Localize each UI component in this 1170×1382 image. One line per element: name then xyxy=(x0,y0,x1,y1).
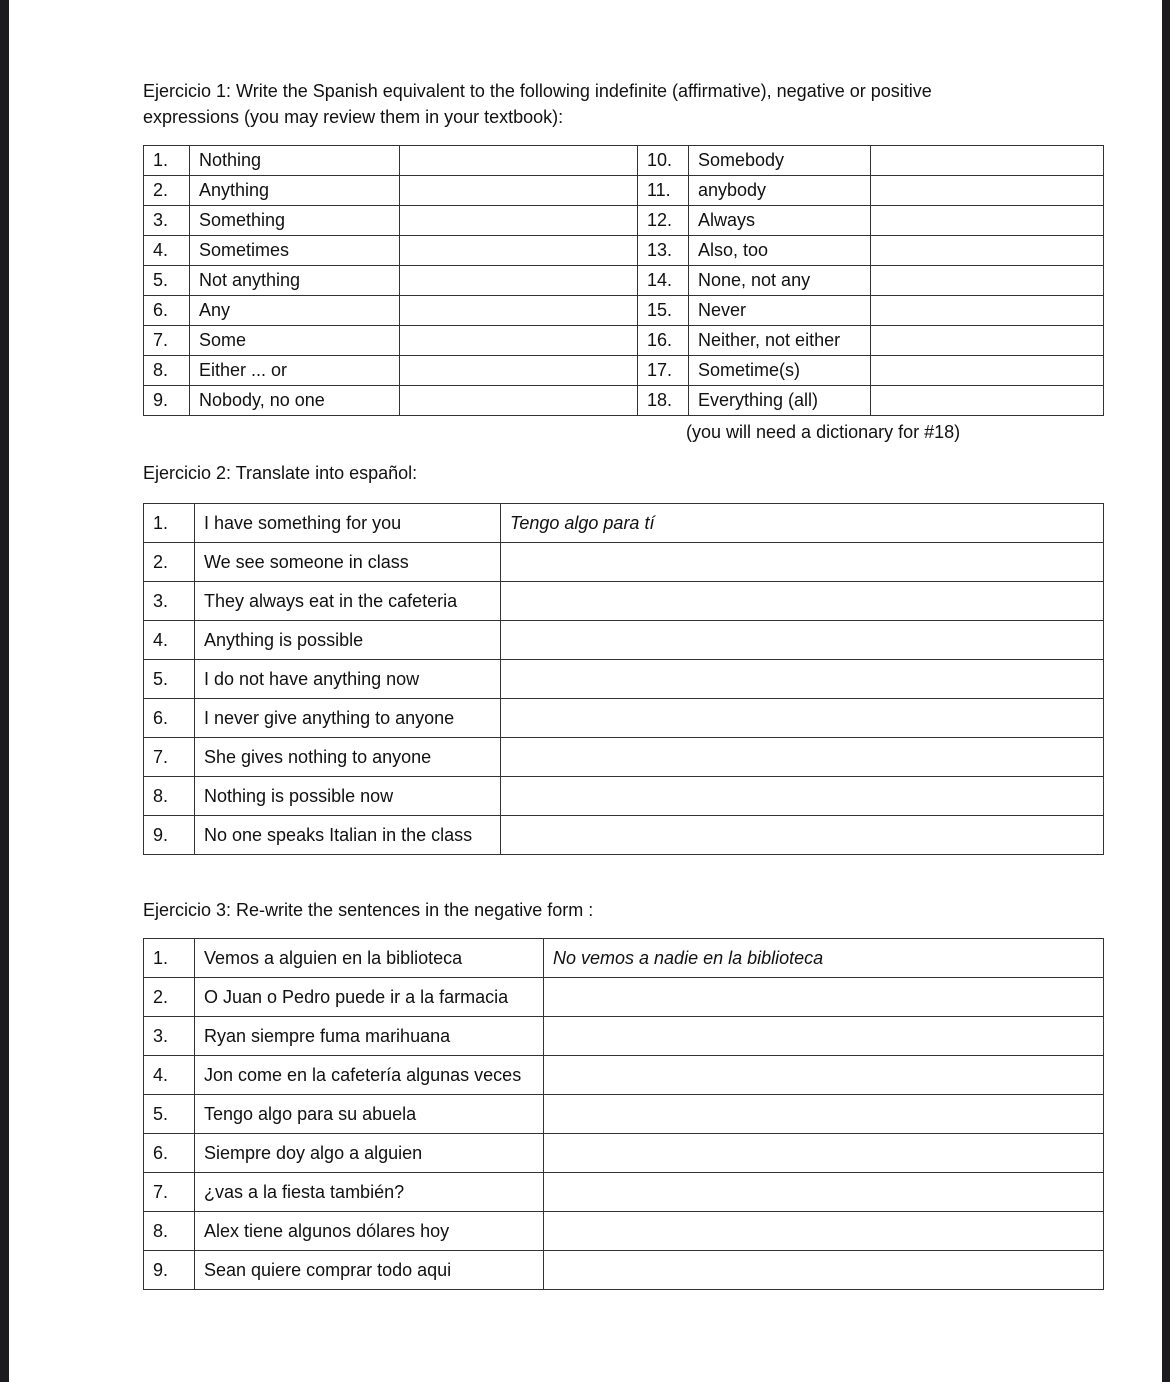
english-expression: Some xyxy=(190,326,400,356)
answer-cell[interactable] xyxy=(871,296,1104,326)
answer-cell[interactable] xyxy=(871,236,1104,266)
sentence-english: Nothing is possible now xyxy=(195,777,501,816)
negative-answer-cell[interactable] xyxy=(544,1095,1104,1134)
item-number: 1. xyxy=(144,939,195,978)
answer-cell[interactable] xyxy=(400,326,638,356)
item-number: 1. xyxy=(144,146,190,176)
negative-answer-cell[interactable] xyxy=(544,1212,1104,1251)
english-expression: anybody xyxy=(689,176,871,206)
sentence-english: No one speaks Italian in the class xyxy=(195,816,501,855)
translation-answer-cell[interactable] xyxy=(501,777,1104,816)
translation-answer-cell[interactable] xyxy=(501,621,1104,660)
sentence-spanish: Ryan siempre fuma marihuana xyxy=(195,1017,544,1056)
english-expression: None, not any xyxy=(689,266,871,296)
answer-cell[interactable] xyxy=(400,236,638,266)
table-row xyxy=(144,504,1104,543)
table-row xyxy=(144,206,1104,236)
item-number: 2. xyxy=(144,543,195,582)
translation-answer-cell[interactable] xyxy=(501,660,1104,699)
item-number: 11. xyxy=(638,176,689,206)
answer-cell[interactable] xyxy=(871,266,1104,296)
english-expression: Sometimes xyxy=(190,236,400,266)
item-number: 7. xyxy=(144,326,190,356)
exercise2-table xyxy=(143,503,1104,855)
english-expression: Not anything xyxy=(190,266,400,296)
item-number: 12. xyxy=(638,206,689,236)
sentence-english: We see someone in class xyxy=(195,543,501,582)
exercise1-instructions-line2: expressions (you may review them in your textbook): xyxy=(143,107,564,127)
table-row xyxy=(144,326,1104,356)
translation-answer-cell[interactable] xyxy=(501,582,1104,621)
answer-cell[interactable] xyxy=(871,206,1104,236)
item-number: 3. xyxy=(144,206,190,236)
english-expression: Never xyxy=(689,296,871,326)
table-row xyxy=(144,1095,1104,1134)
table-row xyxy=(144,621,1104,660)
english-expression: Neither, not either xyxy=(689,326,871,356)
table-row xyxy=(144,978,1104,1017)
item-number: 9. xyxy=(144,816,195,855)
answer-cell[interactable] xyxy=(871,176,1104,206)
english-expression: Also, too xyxy=(689,236,871,266)
table-row xyxy=(144,176,1104,206)
table-row xyxy=(144,1173,1104,1212)
english-expression: Any xyxy=(190,296,400,326)
table-row xyxy=(144,1134,1104,1173)
table-row xyxy=(144,582,1104,621)
sentence-spanish: Sean quiere comprar todo aqui xyxy=(195,1251,544,1290)
english-expression: Somebody xyxy=(689,146,871,176)
answer-cell[interactable] xyxy=(400,386,638,416)
exercise1-table xyxy=(143,145,1104,416)
table-row xyxy=(144,266,1104,296)
sentence-spanish: Tengo algo para su abuela xyxy=(195,1095,544,1134)
english-expression: Something xyxy=(190,206,400,236)
answer-cell[interactable] xyxy=(400,266,638,296)
item-number: 6. xyxy=(144,699,195,738)
translation-answer-cell[interactable]: Tengo algo para tí xyxy=(501,504,1104,543)
sentence-spanish: Alex tiene algunos dólares hoy xyxy=(195,1212,544,1251)
item-number: 15. xyxy=(638,296,689,326)
negative-answer-cell[interactable] xyxy=(544,978,1104,1017)
table-row xyxy=(144,296,1104,326)
right-dark-border xyxy=(1162,0,1170,1382)
item-number: 8. xyxy=(144,356,190,386)
item-number: 9. xyxy=(144,386,190,416)
item-number: 6. xyxy=(144,296,190,326)
exercise1-instructions xyxy=(143,78,1043,130)
table-row xyxy=(144,1017,1104,1056)
dictionary-note: (you will need a dictionary for #18) xyxy=(686,422,961,442)
item-number: 5. xyxy=(144,1095,195,1134)
table-row xyxy=(144,146,1104,176)
item-number: 8. xyxy=(144,1212,195,1251)
english-expression: Nothing xyxy=(190,146,400,176)
english-expression: Always xyxy=(689,206,871,236)
item-number: 3. xyxy=(144,1017,195,1056)
item-number: 7. xyxy=(144,738,195,777)
item-number: 2. xyxy=(144,978,195,1017)
sentence-english: I have something for you xyxy=(195,504,501,543)
item-number: 16. xyxy=(638,326,689,356)
negative-answer-cell[interactable] xyxy=(544,1134,1104,1173)
item-number: 7. xyxy=(144,1173,195,1212)
table-row xyxy=(144,660,1104,699)
item-number: 3. xyxy=(144,582,195,621)
sentence-english: I never give anything to anyone xyxy=(195,699,501,738)
sentence-spanish: O Juan o Pedro puede ir a la farmacia xyxy=(195,978,544,1017)
english-expression: Either ... or xyxy=(190,356,400,386)
exercise2-heading: Ejercicio 2: Translate into español: xyxy=(143,463,418,483)
answer-cell[interactable] xyxy=(871,386,1104,416)
item-number: 5. xyxy=(144,266,190,296)
item-number: 4. xyxy=(144,621,195,660)
sentence-english: She gives nothing to anyone xyxy=(195,738,501,777)
english-expression: Sometime(s) xyxy=(689,356,871,386)
table-row xyxy=(144,699,1104,738)
table-row xyxy=(144,356,1104,386)
table-row xyxy=(144,1251,1104,1290)
item-number: 6. xyxy=(144,1134,195,1173)
table-row xyxy=(144,939,1104,978)
english-expression: Anything xyxy=(190,176,400,206)
item-number: 9. xyxy=(144,1251,195,1290)
item-number: 14. xyxy=(638,266,689,296)
translation-answer-cell[interactable] xyxy=(501,543,1104,582)
negative-answer-cell[interactable] xyxy=(544,1173,1104,1212)
item-number: 17. xyxy=(638,356,689,386)
english-expression: Everything (all) xyxy=(689,386,871,416)
answer-cell[interactable] xyxy=(400,146,638,176)
sentence-spanish: Vemos a alguien en la biblioteca xyxy=(195,939,544,978)
sentence-spanish: Jon come en la cafetería algunas veces xyxy=(195,1056,544,1095)
table-row xyxy=(144,816,1104,855)
answer-cell[interactable] xyxy=(400,356,638,386)
exercise1-instructions-line1: Ejercicio 1: Write the Spanish equivalent to the following indefinite (affirmative), negative or positive xyxy=(143,81,932,101)
translation-answer-cell[interactable] xyxy=(501,738,1104,777)
table-row xyxy=(144,386,1104,416)
answer-cell[interactable] xyxy=(400,206,638,236)
table-row xyxy=(144,236,1104,266)
negative-answer-cell[interactable]: No vemos a nadie en la biblioteca xyxy=(544,939,1104,978)
table-row xyxy=(144,543,1104,582)
table-row xyxy=(144,738,1104,777)
item-number: 2. xyxy=(144,176,190,206)
left-dark-border xyxy=(0,0,9,1382)
item-number: 5. xyxy=(144,660,195,699)
answer-cell[interactable] xyxy=(871,146,1104,176)
item-number: 10. xyxy=(638,146,689,176)
exercise3-table xyxy=(143,938,1104,1290)
answer-cell[interactable] xyxy=(400,176,638,206)
negative-answer-cell[interactable] xyxy=(544,1251,1104,1290)
item-number: 4. xyxy=(144,1056,195,1095)
answer-cell[interactable] xyxy=(400,296,638,326)
sentence-english: They always eat in the cafeteria xyxy=(195,582,501,621)
item-number: 13. xyxy=(638,236,689,266)
answer-cell[interactable] xyxy=(871,356,1104,386)
item-number: 18. xyxy=(638,386,689,416)
answer-cell[interactable] xyxy=(871,326,1104,356)
translation-answer-cell[interactable] xyxy=(501,699,1104,738)
table-row xyxy=(144,777,1104,816)
item-number: 8. xyxy=(144,777,195,816)
translation-answer-cell[interactable] xyxy=(501,816,1104,855)
sentence-english: Anything is possible xyxy=(195,621,501,660)
item-number: 1. xyxy=(144,504,195,543)
english-expression: Nobody, no one xyxy=(190,386,400,416)
sentence-spanish: ¿vas a la fiesta también? xyxy=(195,1173,544,1212)
sentence-spanish: Siempre doy algo a alguien xyxy=(195,1134,544,1173)
exercise3-heading: Ejercicio 3: Re-write the sentences in the negative form : xyxy=(143,900,594,920)
table-row xyxy=(144,1056,1104,1095)
negative-answer-cell[interactable] xyxy=(544,1017,1104,1056)
negative-answer-cell[interactable] xyxy=(544,1056,1104,1095)
table-row xyxy=(144,1212,1104,1251)
item-number: 4. xyxy=(144,236,190,266)
sentence-english: I do not have anything now xyxy=(195,660,501,699)
